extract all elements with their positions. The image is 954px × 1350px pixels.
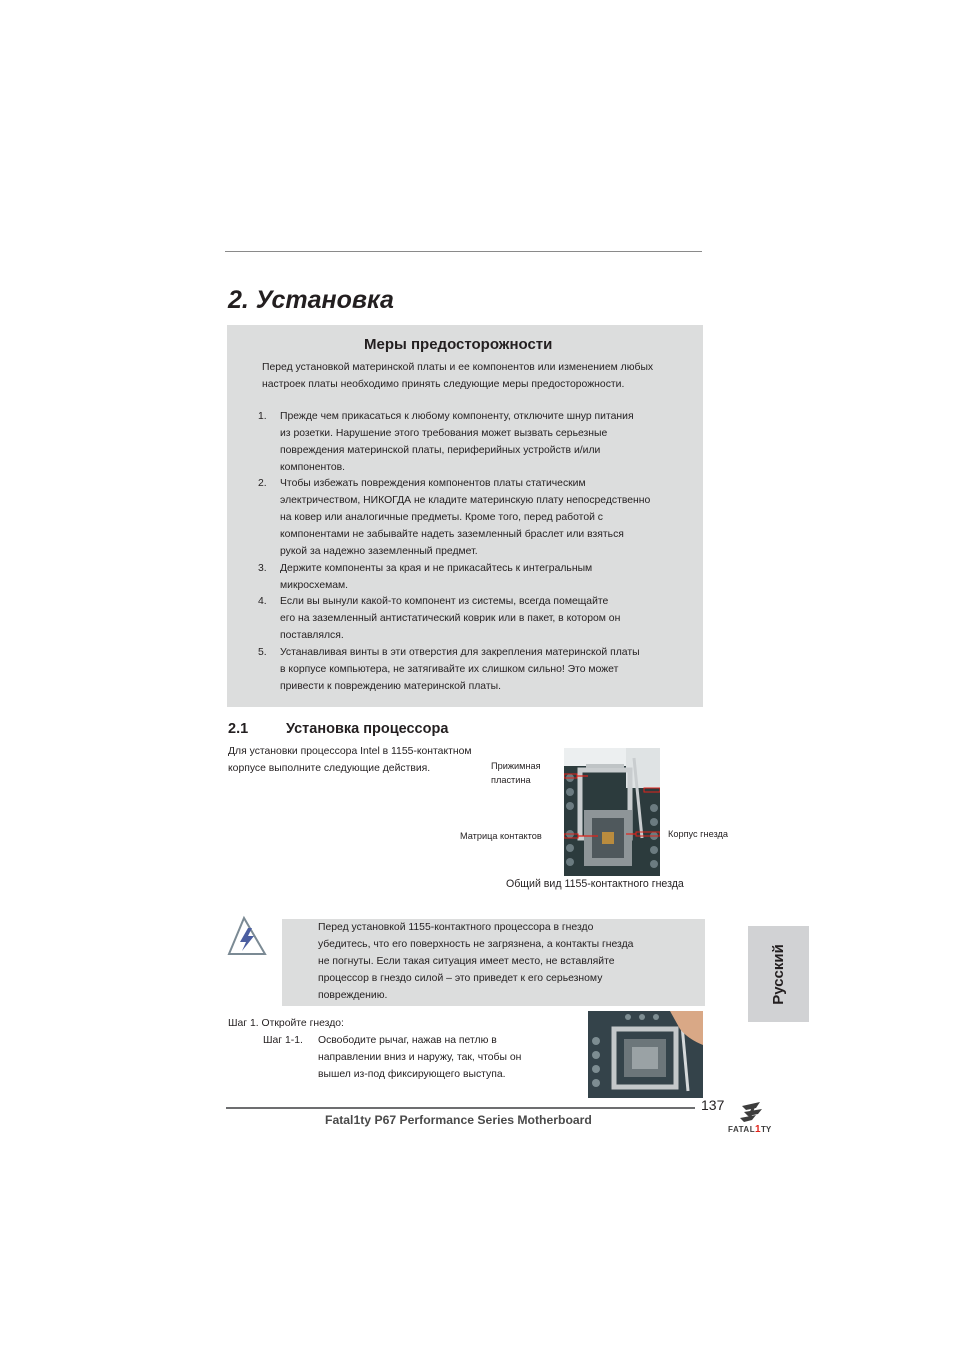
label-load-plate — [491, 759, 541, 787]
fatal1ty-logo — [726, 1100, 782, 1136]
section-intro-line: Для установки процессора Intel в 1155-контактном — [228, 746, 472, 757]
top-rule — [225, 251, 702, 252]
item-line: Держите компоненты за края и не прикасайтесь к интегральным — [280, 563, 593, 574]
chapter-title: 2. Установка — [228, 286, 394, 314]
section-number: 2.1 — [228, 721, 249, 737]
item-number: 3. — [258, 563, 267, 574]
warning-line: Перед установкой 1155-контактного процессора в гнездо — [318, 922, 594, 933]
footer-rule — [226, 1107, 695, 1109]
item-line: поставлялся. — [280, 629, 344, 641]
item-line: компонентов. — [280, 461, 346, 473]
intro-line: Перед установкой материнской платы и ее компонентов или изменением любых — [262, 362, 654, 373]
section-intro-line: корпусе выполните следующие действия. — [228, 763, 431, 774]
section-title: Установка процессора — [286, 721, 449, 737]
warning-line: убедитесь, что его поверхность не загрязнена, а контакты гнезда — [318, 939, 634, 950]
svg-text:FATAL: FATAL — [728, 1125, 756, 1134]
item-line: привести к повреждению материнской платы. — [280, 680, 501, 692]
item-line: в корпусе компьютера, не затягивайте их слишком сильно! Это может — [280, 663, 619, 675]
item-line: повреждения материнской платы, периферийных устройств и/или — [280, 444, 601, 456]
warning-triangle-icon — [226, 915, 268, 957]
item-line: Прежде чем прикасаться к любому компоненту, отключите шнур питания — [280, 411, 634, 422]
step-1: Шаг 1. Откройте гнездо: — [228, 1018, 344, 1029]
item-line: на ковер или аналогичные предметы. Кроме того, перед работой с — [280, 511, 603, 523]
precautions-heading: Меры предосторожности — [364, 336, 553, 353]
item-line: Устанавливая винты в эти отверстия для закрепления материнской платы — [280, 647, 640, 658]
precautions-intro — [262, 359, 692, 393]
figure-caption: Общий вид 1155-контактного гнезда — [506, 878, 684, 890]
lever-photo — [588, 1011, 703, 1098]
item-line: рукой за надежно заземленный предмет. — [280, 545, 478, 557]
item-number: 1. — [258, 411, 267, 422]
section-heading — [228, 721, 448, 737]
step-1-1-text — [318, 1032, 521, 1083]
step-line: направлении вниз и наружу, так, чтобы он — [318, 1052, 522, 1063]
item-line: электричеством, НИКОГДА не кладите материнскую плату непосредственно — [280, 494, 651, 506]
intro-line: настроек платы необходимо принять следующие меры предосторожности. — [262, 379, 625, 390]
socket-photo-illustration — [564, 748, 660, 876]
page-number: 137 — [701, 1097, 725, 1113]
item-number: 2. — [258, 478, 267, 489]
svg-text:1: 1 — [755, 1124, 761, 1135]
warning-line: процессор в гнездо силой – это приведет к его серьезному — [318, 973, 603, 984]
item-line: компонентами не забывайте надеть заземленный браслет или взяться — [280, 528, 624, 540]
lever-photo-illustration — [588, 1011, 703, 1098]
item-line: Если вы вынули какой-то компонент из системы, всегда помещайте — [280, 596, 609, 607]
item-line: микросхемам. — [280, 579, 349, 591]
section-intro — [228, 743, 498, 777]
item-line: Чтобы избежать повреждения компонентов платы статическим — [280, 478, 586, 489]
item-number: 4. — [258, 596, 267, 607]
warning-text — [318, 919, 698, 1004]
item-line: из розетки. Нарушение этого требования может вызвать серьезные — [280, 427, 608, 439]
step-1-1-label: Шаг 1-1. — [263, 1035, 303, 1046]
footer-product: Fatal1ty P67 Performance Series Motherboard — [325, 1113, 592, 1127]
label-contact-array: Матрица контактов — [460, 831, 542, 841]
warning-line: не погнуты. Если такая ситуация имеет место, не вставляйте — [318, 956, 615, 967]
item-number: 5. — [258, 647, 267, 658]
svg-text:TY: TY — [761, 1125, 772, 1134]
label-line: пластина — [491, 775, 531, 785]
warning-line: повреждению. — [318, 990, 388, 1001]
step-line: вышел из-под фиксирующего выступа. — [318, 1069, 506, 1080]
language-tab-label: Русский — [769, 943, 787, 1005]
label-socket-body: Корпус гнезда — [668, 829, 728, 839]
step-line: Освободите рычаг, нажав на петлю в — [318, 1035, 497, 1046]
socket-photo — [564, 748, 660, 876]
item-line: его на заземленный антистатический коврик или в пакет, в котором он — [280, 612, 621, 624]
label-line: Прижимная — [491, 761, 541, 771]
